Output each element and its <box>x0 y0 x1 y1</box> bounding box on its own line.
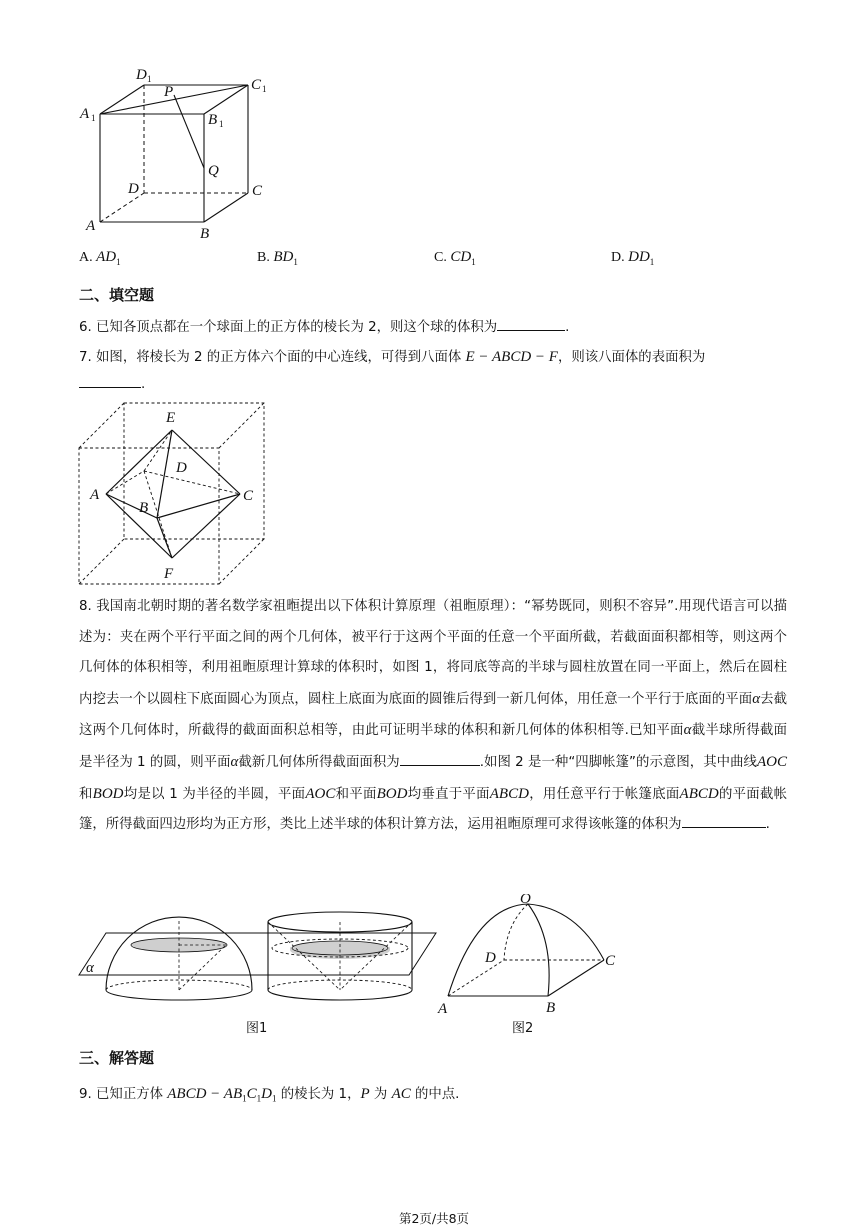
option-d-letter: D. <box>611 250 625 265</box>
q7-blank <box>79 375 141 388</box>
q7-text-a: 7. 如图，将棱长为 2 的正方体六个面的中心连线，可得到八面体 <box>79 350 462 365</box>
label-c1: C <box>251 77 262 93</box>
q9-sub-1: 1 <box>242 1093 247 1104</box>
option-b-sub: 1 <box>293 256 298 267</box>
label-c: C <box>252 183 263 199</box>
q8-alpha-2: α <box>683 722 692 739</box>
question-9 <box>79 1083 459 1104</box>
question-8 <box>79 592 787 841</box>
q8-aoc-2: AOC <box>305 785 336 802</box>
q9-sub-2: 1 <box>256 1093 262 1104</box>
question-6 <box>79 316 569 335</box>
option-a-sub: 1 <box>116 256 121 267</box>
option-a-letter: A. <box>79 250 93 265</box>
q8-p7: 和平面 <box>335 786 377 802</box>
q8-alpha-3: α <box>230 753 239 770</box>
label-a: A <box>86 218 96 234</box>
octa-label-d: D <box>176 460 187 476</box>
label-b: B <box>200 226 210 242</box>
q8-end: . <box>765 817 770 833</box>
q8-p5: .如图 2 是一种“四脚帐篷”的示意图，其中曲线 <box>479 754 757 770</box>
q9-ac: AC <box>391 1086 411 1102</box>
q9-text-a: 9. 已知正方体 <box>79 1087 163 1102</box>
octa-label-b: B <box>139 500 149 516</box>
q8-aoc-1: AOC <box>757 753 787 770</box>
octa-label-f: F <box>164 566 174 582</box>
q9-text-b: 的棱长为 1， <box>280 1087 361 1102</box>
q6-end: . <box>565 320 570 335</box>
q8-blank-2 <box>682 815 766 828</box>
q8-p8: 均垂直于平面 <box>407 786 490 802</box>
label-c1-sub: 1 <box>262 84 267 94</box>
q9-formula-b: C <box>246 1086 257 1102</box>
q6-blank <box>497 318 565 331</box>
q8-alpha-1: α <box>752 690 761 707</box>
label-d1-sub: 1 <box>147 74 152 84</box>
q8-bod-2: BOD <box>376 785 408 802</box>
label-q: Q <box>208 163 219 179</box>
q8-p3: 截半球所得截面是半径为 1 的圆，则平面 <box>79 723 787 770</box>
q8-and1: 和 <box>79 786 93 802</box>
figure-2-caption: 图2 <box>512 1021 534 1036</box>
label-d: D <box>128 181 139 197</box>
label-b1: B <box>208 112 218 128</box>
figure-1-caption: 图1 <box>246 1021 268 1036</box>
q7-text-b: ，则该八面体的表面积为 <box>557 350 706 365</box>
option-b-seg: BD <box>273 249 294 265</box>
q8-p9: ，用任意平行于帐篷底面 <box>528 786 680 802</box>
option-c-sub: 1 <box>471 256 476 267</box>
option-a <box>79 249 121 267</box>
q8-p10: 的平面截帐篷，所得截面四边形均为正方形，类比上述半球的体积计算方法，运用祖暅原理可求得该帐篷的体积为 <box>79 786 788 833</box>
section-fill-blank-title: 二、填空题 <box>79 286 155 304</box>
q9-formula-a: ABCD − AB <box>167 1086 243 1102</box>
q8-p4: 截新几何体所得截面面积为 <box>238 754 400 770</box>
octahedron-figure <box>74 400 270 586</box>
option-c-letter: C. <box>434 250 447 265</box>
label-b1-sub: 1 <box>219 119 224 129</box>
figure-1-alpha: α <box>86 960 94 976</box>
option-b-letter: B. <box>257 250 270 265</box>
option-b <box>257 249 298 267</box>
q8-p6: 均是以 1 为半径的半圆，平面 <box>123 786 306 802</box>
figure-2-label-a: A <box>438 1001 448 1017</box>
q9-formula-c: D <box>261 1086 272 1102</box>
q9-text-d: 的中点. <box>415 1087 460 1102</box>
label-d1: D <box>136 67 147 83</box>
figure-2-label-o: O <box>520 894 531 907</box>
q8-bod-1: BOD <box>92 785 124 802</box>
cube-figure <box>72 62 282 242</box>
label-a1-sub: 1 <box>91 113 96 123</box>
option-d-seg: DD <box>628 249 650 265</box>
figure-2-label-c: C <box>605 953 616 969</box>
option-d <box>611 249 654 267</box>
octa-label-a: A <box>90 487 100 503</box>
q8-p2: 去截这两个几何体时，所截得的截面面积总相等，由此可证明半球的体积和新几何体的体积相等.已知平面 <box>79 691 788 739</box>
q7-formula: E − ABCD − F <box>465 349 558 365</box>
q8-blank-1 <box>400 753 480 766</box>
section-answer-title: 三、解答题 <box>79 1049 155 1067</box>
option-a-seg: AD <box>96 249 117 265</box>
option-c <box>434 249 476 267</box>
octa-label-c: C <box>243 488 254 504</box>
q9-text-c: 为 <box>373 1087 388 1102</box>
figure-1 <box>76 908 438 1008</box>
option-c-seg: CD <box>450 249 472 265</box>
figure-2-label-b: B <box>546 1000 556 1016</box>
q7-end: . <box>141 377 146 392</box>
q8-abcd-1: ABCD <box>489 785 529 802</box>
q8-p1: 8. 我国南北朝时期的著名数学家祖暅提出以下体积计算原理（祖暅原理）：“幂势既同，则积不容异”.用现代语言可以描述为：夹在两个平行平面之间的两个几何体，被平行于这两个平面的任意一个平面所截，若截面面积都相等，则这两个几何体的体积相等，利用祖暅原理计算球的体积时，如图 1，将同底等高的半球与圆柱放置在同一平面上，然后在圆柱内挖去一个以圆柱下底面圆心为顶点，圆柱上底面为底面的圆锥后得到一新几何体，用任意一个平行于底面的平面 <box>79 599 787 707</box>
option-d-sub: 1 <box>649 256 655 267</box>
figure-2-label-d: D <box>485 950 496 966</box>
q6-text: 6. 已知各顶点都在一个球面上的正方体的棱长为 2，则这个球的体积为 <box>79 320 498 335</box>
question-7-line2 <box>79 375 145 392</box>
q8-abcd-2: ABCD <box>679 785 719 802</box>
figure-2 <box>436 894 620 1018</box>
page-footer: 第2页/共8页 <box>398 1211 470 1226</box>
label-a1: A <box>80 106 90 122</box>
q9-sub-3: 1 <box>271 1093 277 1104</box>
q9-p: P <box>360 1086 370 1102</box>
octa-label-e: E <box>166 410 176 426</box>
question-7 <box>79 346 705 366</box>
label-p: P <box>164 84 174 100</box>
